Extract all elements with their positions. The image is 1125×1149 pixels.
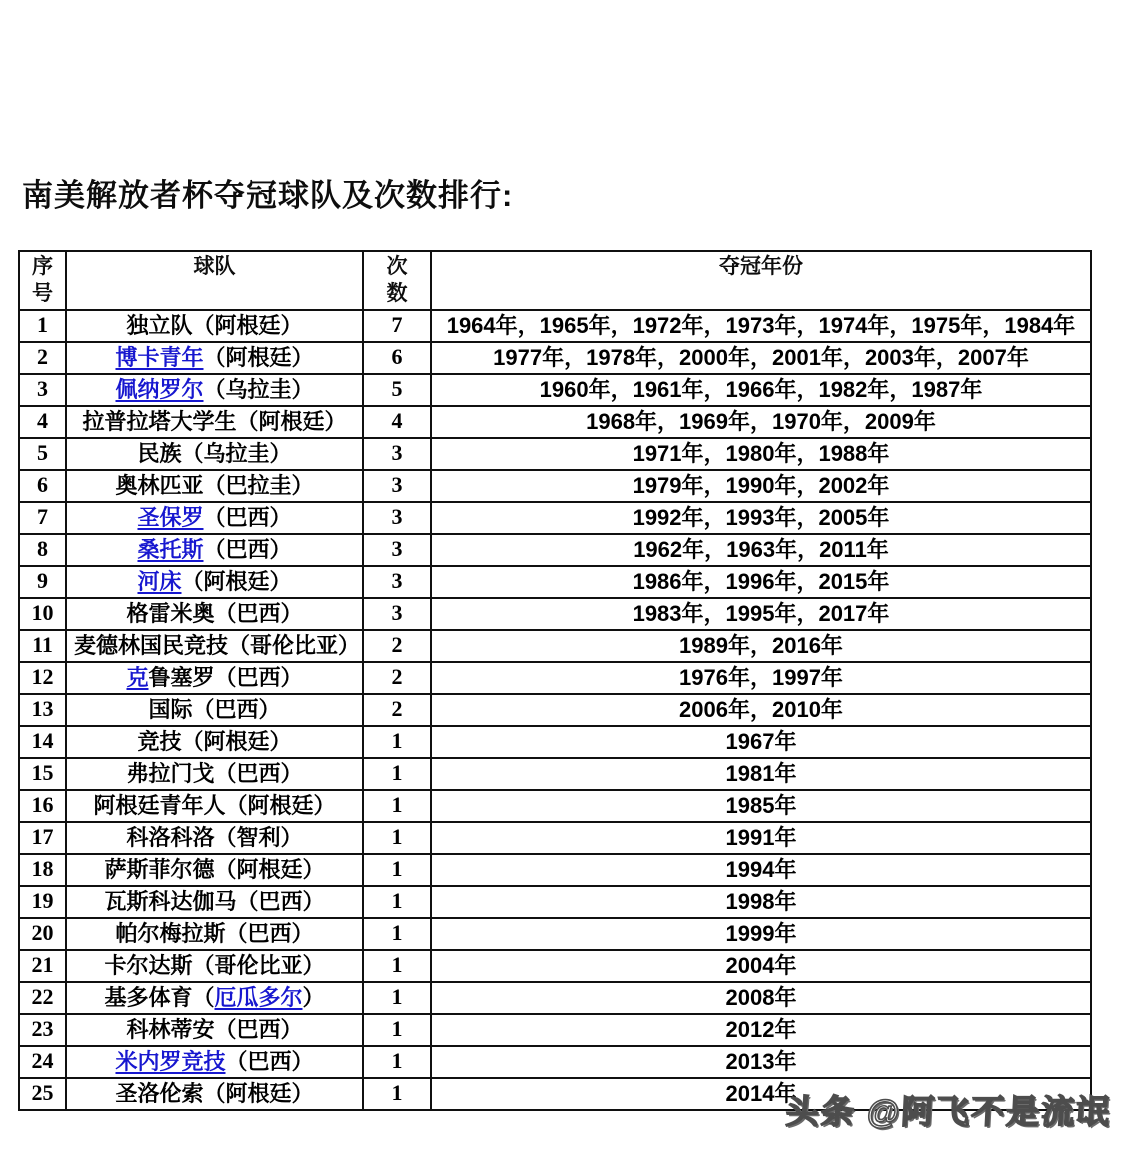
team-text: 国际（巴西） (148, 697, 281, 722)
cell-count: 2 (363, 662, 431, 694)
cell-rank: 17 (19, 822, 66, 854)
team-text: （乌拉圭） (203, 377, 314, 402)
cell-count: 3 (363, 598, 431, 630)
cell-team (66, 982, 363, 1014)
table-row (19, 502, 1091, 534)
team-text: 格雷米奥（巴西） (126, 601, 303, 626)
cell-team (66, 950, 363, 982)
page-title: 南美解放者杯夺冠球队及次数排行: (22, 178, 514, 213)
team-link[interactable]: 桑托斯 (137, 537, 204, 562)
cell-team (66, 662, 363, 694)
cell-team (66, 854, 363, 886)
cell-rank: 24 (19, 1046, 66, 1078)
table-row (19, 950, 1091, 982)
team-text: 基多体育（ (104, 985, 215, 1010)
cell-rank: 9 (19, 566, 66, 598)
table-row (19, 310, 1091, 342)
team-text: （阿根廷） (203, 345, 314, 370)
table-row (19, 822, 1091, 854)
cell-team (66, 918, 363, 950)
team-text: 科林蒂安（巴西） (126, 1017, 303, 1042)
cell-team (66, 566, 363, 598)
team-link[interactable]: 河床 (137, 569, 182, 594)
cell-team (66, 598, 363, 630)
cell-count: 1 (363, 822, 431, 854)
team-text: 卡尔达斯（哥伦比亚） (104, 953, 325, 978)
cell-team (66, 758, 363, 790)
cell-years: 2008年 (431, 982, 1091, 1014)
cell-team (66, 1046, 363, 1078)
cell-rank: 21 (19, 950, 66, 982)
team-text: ） (302, 985, 325, 1010)
cell-team (66, 406, 363, 438)
team-link[interactable]: 米内罗竞技 (115, 1049, 226, 1074)
cell-count: 1 (363, 790, 431, 822)
team-link[interactable]: 圣保罗 (137, 505, 204, 530)
table-row (19, 854, 1091, 886)
team-text: 阿根廷青年人（阿根廷） (93, 793, 336, 818)
cell-rank: 12 (19, 662, 66, 694)
table-row (19, 886, 1091, 918)
cell-count: 1 (363, 1014, 431, 1046)
cell-count: 2 (363, 694, 431, 726)
cell-team (66, 630, 363, 662)
cell-count: 3 (363, 502, 431, 534)
cell-team (66, 886, 363, 918)
table-header-row (19, 251, 1091, 310)
cell-count: 1 (363, 1046, 431, 1078)
cell-years: 1989年，2016年 (431, 630, 1091, 662)
header-years: 夺冠年份 (431, 251, 1091, 310)
cell-years: 2006年，2010年 (431, 694, 1091, 726)
cell-years: 2013年 (431, 1046, 1091, 1078)
header-count: 次 数 (363, 251, 431, 310)
cell-years: 1960年，1961年，1966年，1982年，1987年 (431, 374, 1091, 406)
cell-years: 1999年 (431, 918, 1091, 950)
cell-team (66, 1014, 363, 1046)
cell-count: 1 (363, 886, 431, 918)
team-text: 民族（乌拉圭） (137, 441, 292, 466)
cell-team (66, 502, 363, 534)
cell-years: 1998年 (431, 886, 1091, 918)
cell-count: 6 (363, 342, 431, 374)
cell-rank: 8 (19, 534, 66, 566)
table-row (19, 1014, 1091, 1046)
table-row (19, 342, 1091, 374)
table-row (19, 438, 1091, 470)
cell-rank: 11 (19, 630, 66, 662)
table-row (19, 566, 1091, 598)
cell-rank: 4 (19, 406, 66, 438)
cell-years: 1971年，1980年，1988年 (431, 438, 1091, 470)
cell-team (66, 374, 363, 406)
team-text: （阿根廷） (181, 569, 292, 594)
cell-rank: 2 (19, 342, 66, 374)
team-text: 圣洛伦索（阿根廷） (115, 1081, 314, 1106)
cell-years: 1977年，1978年，2000年，2001年，2003年，2007年 (431, 342, 1091, 374)
cell-rank: 20 (19, 918, 66, 950)
cell-years: 1985年 (431, 790, 1091, 822)
cell-years: 1991年 (431, 822, 1091, 854)
cell-team (66, 726, 363, 758)
team-text: 麦德林国民竞技（哥伦比亚） (74, 633, 361, 658)
table-row (19, 726, 1091, 758)
cell-years: 2014年 (431, 1078, 1091, 1110)
cell-count: 3 (363, 534, 431, 566)
table-row (19, 598, 1091, 630)
cell-count: 3 (363, 438, 431, 470)
team-text: 竞技（阿根廷） (137, 729, 292, 754)
table-row (19, 790, 1091, 822)
cell-count: 1 (363, 1078, 431, 1110)
cell-count: 2 (363, 630, 431, 662)
team-link[interactable]: 佩纳罗尔 (115, 377, 204, 402)
header-team: 球队 (66, 251, 363, 310)
cell-years: 1986年，1996年，2015年 (431, 566, 1091, 598)
team-text: 奥林匹亚（巴拉圭） (115, 473, 314, 498)
table-row (19, 630, 1091, 662)
table-row (19, 662, 1091, 694)
cell-team (66, 438, 363, 470)
cell-count: 1 (363, 854, 431, 886)
cell-years: 1968年，1969年，1970年，2009年 (431, 406, 1091, 438)
cell-years: 2012年 (431, 1014, 1091, 1046)
cell-rank: 19 (19, 886, 66, 918)
table-row (19, 1046, 1091, 1078)
cell-count: 3 (363, 566, 431, 598)
cell-rank: 10 (19, 598, 66, 630)
cell-years: 1981年 (431, 758, 1091, 790)
cell-years: 1967年 (431, 726, 1091, 758)
cell-years: 1964年，1965年，1972年，1973年，1974年，1975年，1984年 (431, 310, 1091, 342)
cell-rank: 1 (19, 310, 66, 342)
table-row (19, 758, 1091, 790)
cell-rank: 14 (19, 726, 66, 758)
team-text: 瓦斯科达伽马（巴西） (104, 889, 325, 914)
team-link[interactable]: 博卡青年 (115, 345, 204, 370)
cell-team (66, 1078, 363, 1110)
cell-years: 1994年 (431, 854, 1091, 886)
cell-count: 1 (363, 918, 431, 950)
cell-team (66, 822, 363, 854)
cell-count: 4 (363, 406, 431, 438)
cell-team (66, 694, 363, 726)
table-row (19, 470, 1091, 502)
cell-years: 2004年 (431, 950, 1091, 982)
watermark: 头条 @阿飞不是流氓 (784, 1093, 1112, 1130)
team-link[interactable]: 克 (126, 665, 149, 690)
team-text: （巴西） (203, 537, 292, 562)
winners-table (18, 250, 1092, 1111)
cell-rank: 13 (19, 694, 66, 726)
cell-rank: 18 (19, 854, 66, 886)
team-link[interactable]: 厄瓜多尔 (214, 985, 303, 1010)
cell-rank: 6 (19, 470, 66, 502)
table-row (19, 918, 1091, 950)
cell-count: 1 (363, 726, 431, 758)
cell-team (66, 470, 363, 502)
team-text: （巴西） (203, 505, 292, 530)
cell-rank: 15 (19, 758, 66, 790)
table-row (19, 982, 1091, 1014)
cell-years: 1983年，1995年，2017年 (431, 598, 1091, 630)
team-text: 帕尔梅拉斯（巴西） (115, 921, 314, 946)
cell-years: 1976年，1997年 (431, 662, 1091, 694)
cell-rank: 16 (19, 790, 66, 822)
table-row (19, 374, 1091, 406)
cell-years: 1992年，1993年，2005年 (431, 502, 1091, 534)
cell-team (66, 342, 363, 374)
cell-count: 5 (363, 374, 431, 406)
cell-rank: 3 (19, 374, 66, 406)
team-text: 独立队（阿根廷） (126, 313, 303, 338)
table-row (19, 406, 1091, 438)
team-text: 科洛科洛（智利） (126, 825, 303, 850)
cell-rank: 5 (19, 438, 66, 470)
team-text: 弗拉门戈（巴西） (126, 761, 303, 786)
cell-team (66, 534, 363, 566)
cell-team (66, 310, 363, 342)
cell-rank: 25 (19, 1078, 66, 1110)
cell-years: 1979年，1990年，2002年 (431, 470, 1091, 502)
cell-team (66, 790, 363, 822)
team-text: （巴西） (225, 1049, 314, 1074)
cell-rank: 22 (19, 982, 66, 1014)
header-no: 序号 (19, 251, 66, 310)
cell-count: 3 (363, 470, 431, 502)
cell-count: 1 (363, 982, 431, 1014)
table-row (19, 534, 1091, 566)
cell-rank: 7 (19, 502, 66, 534)
team-text: 萨斯菲尔德（阿根廷） (104, 857, 325, 882)
table-row (19, 694, 1091, 726)
cell-count: 1 (363, 758, 431, 790)
cell-count: 1 (363, 950, 431, 982)
team-text: 鲁塞罗（巴西） (148, 665, 303, 690)
team-text: 拉普拉塔大学生（阿根廷） (82, 409, 347, 434)
cell-years: 1962年，1963年，2011年 (431, 534, 1091, 566)
cell-rank: 23 (19, 1014, 66, 1046)
cell-count: 7 (363, 310, 431, 342)
